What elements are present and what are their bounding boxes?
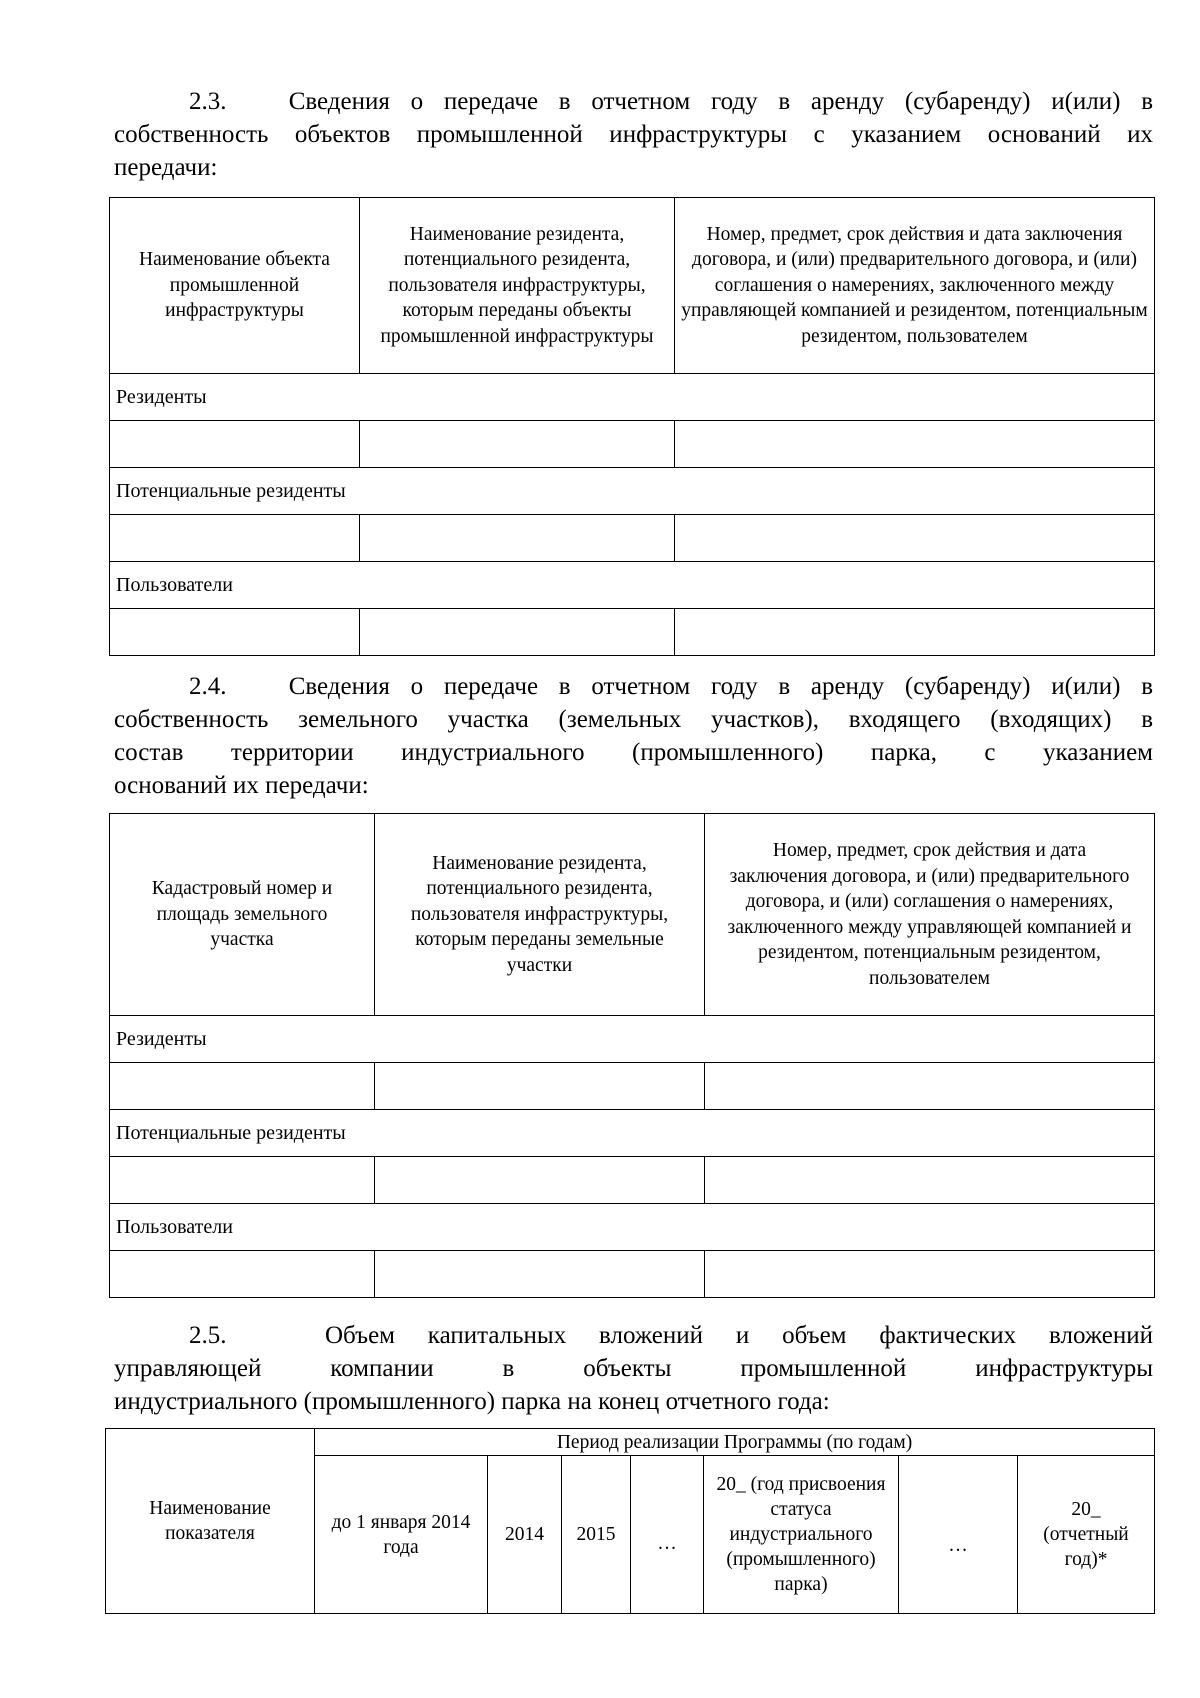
t25-header-indicator: Наименование показателя [106,1429,315,1614]
t23-cell[interactable] [675,421,1155,468]
t24-cell[interactable] [375,1157,705,1204]
t23-header-resident: Наименование резидента, потенциального резидента, пользователя инфраструктуры, которым переданы объекты промышленной инфраструктуры [360,198,675,374]
section-2-5-line-1: 2.5. Объем капитальных вложений и объем фактических вложений [189,1322,1153,1349]
t25-col-report-year: 20_ (отчетный год)* [1018,1456,1155,1614]
section-2-4-line-1: 2.4. Сведения о передаче в отчетном году в аренду (субаренду) и(или) в [189,673,1154,700]
section-2-4-line-2: собственность земельного участка (земельных участков), входящего (входящих) в [114,706,1153,733]
t23-group-potential: Потенциальные резиденты [110,468,1155,515]
t24-group-users: Пользователи [110,1204,1155,1251]
t24-group-residents: Резиденты [110,1016,1155,1063]
t24-header-resident: Наименование резидента, потенциального резидента, пользователя инфраструктуры, которым переданы земельные участки [375,814,705,1016]
t23-cell[interactable] [360,515,675,562]
table-2-3 [109,197,1155,656]
section-2-5-line-3: индустриального (промышленного) парка на конец отчетного года: [114,1388,830,1415]
t24-cell[interactable] [705,1157,1155,1204]
section-2-5-text [114,1319,1153,1418]
t25-col-2014: 2014 [488,1456,562,1614]
t23-header-object: Наименование объекта промышленной инфраструктуры [110,198,360,374]
t23-cell[interactable] [110,609,360,656]
t25-header-period: Период реализации Программы (по годам) [315,1429,1155,1456]
t23-group-users: Пользователи [110,562,1155,609]
t23-header-contract: Номер, предмет, срок действия и дата заключения договора, и (или) предварительного договора, и (или) соглашения о намерениях, заключенного между управляющей компанией и резидентом, потенциальным резидентом, пользователем [675,198,1155,374]
t24-cell[interactable] [110,1251,375,1298]
section-2-4-line-3: состав территории индустриального (промышленного) парка, с указанием [114,739,1153,766]
t23-cell[interactable] [360,421,675,468]
section-2-4-number: 2.4. [189,673,227,700]
t24-cell[interactable] [110,1157,375,1204]
t24-header-contract: Номер, предмет, срок действия и дата заключения договора, и (или) предварительного договора, и (или) соглашения о намерениях, заключенного между управляющей компанией и резидентом, потенциальным резидентом, пользователем [705,814,1155,1016]
table-2-4 [109,813,1155,1298]
section-2-5-line-2: управляющей компании в объекты промышленной инфраструктуры [114,1355,1153,1382]
section-2-4-text [114,670,1153,802]
t23-cell[interactable] [110,421,360,468]
t23-cell[interactable] [675,609,1155,656]
t23-cell[interactable] [360,609,675,656]
section-2-4-line-4: оснований их передачи: [114,772,369,799]
t25-col-before-2014: до 1 января 2014 года [315,1456,488,1614]
t23-cell[interactable] [675,515,1155,562]
t24-cell[interactable] [705,1251,1155,1298]
section-2-3-line-3: передачи: [114,154,218,181]
t24-cell[interactable] [375,1251,705,1298]
table-2-5 [105,1428,1155,1614]
t24-cell[interactable] [705,1063,1155,1110]
t24-group-potential: Потенциальные резиденты [110,1110,1155,1157]
section-2-3-number: 2.3. [189,88,227,115]
t24-cell[interactable] [375,1063,705,1110]
section-2-3-text [114,85,1153,184]
t24-header-cadastral: Кадастровый номер и площадь земельного участка [110,814,375,1016]
t23-group-residents: Резиденты [110,374,1155,421]
t25-col-status-year: 20_ (год присвоения статуса индустриального (промышленного) парка) [704,1456,899,1614]
t25-col-ellipsis-2: … [899,1456,1018,1614]
t25-col-ellipsis-1: … [631,1456,704,1614]
t24-cell[interactable] [110,1063,375,1110]
t23-cell[interactable] [110,515,360,562]
section-2-5-number: 2.5. [189,1322,227,1349]
t25-col-2015: 2015 [562,1456,631,1614]
section-2-3-line-2: собственность объектов промышленной инфраструктуры с указанием оснований их [114,121,1153,148]
section-2-3-line-1: 2.3. Сведения о передаче в отчетном году в аренду (субаренду) и(или) в [189,88,1154,115]
